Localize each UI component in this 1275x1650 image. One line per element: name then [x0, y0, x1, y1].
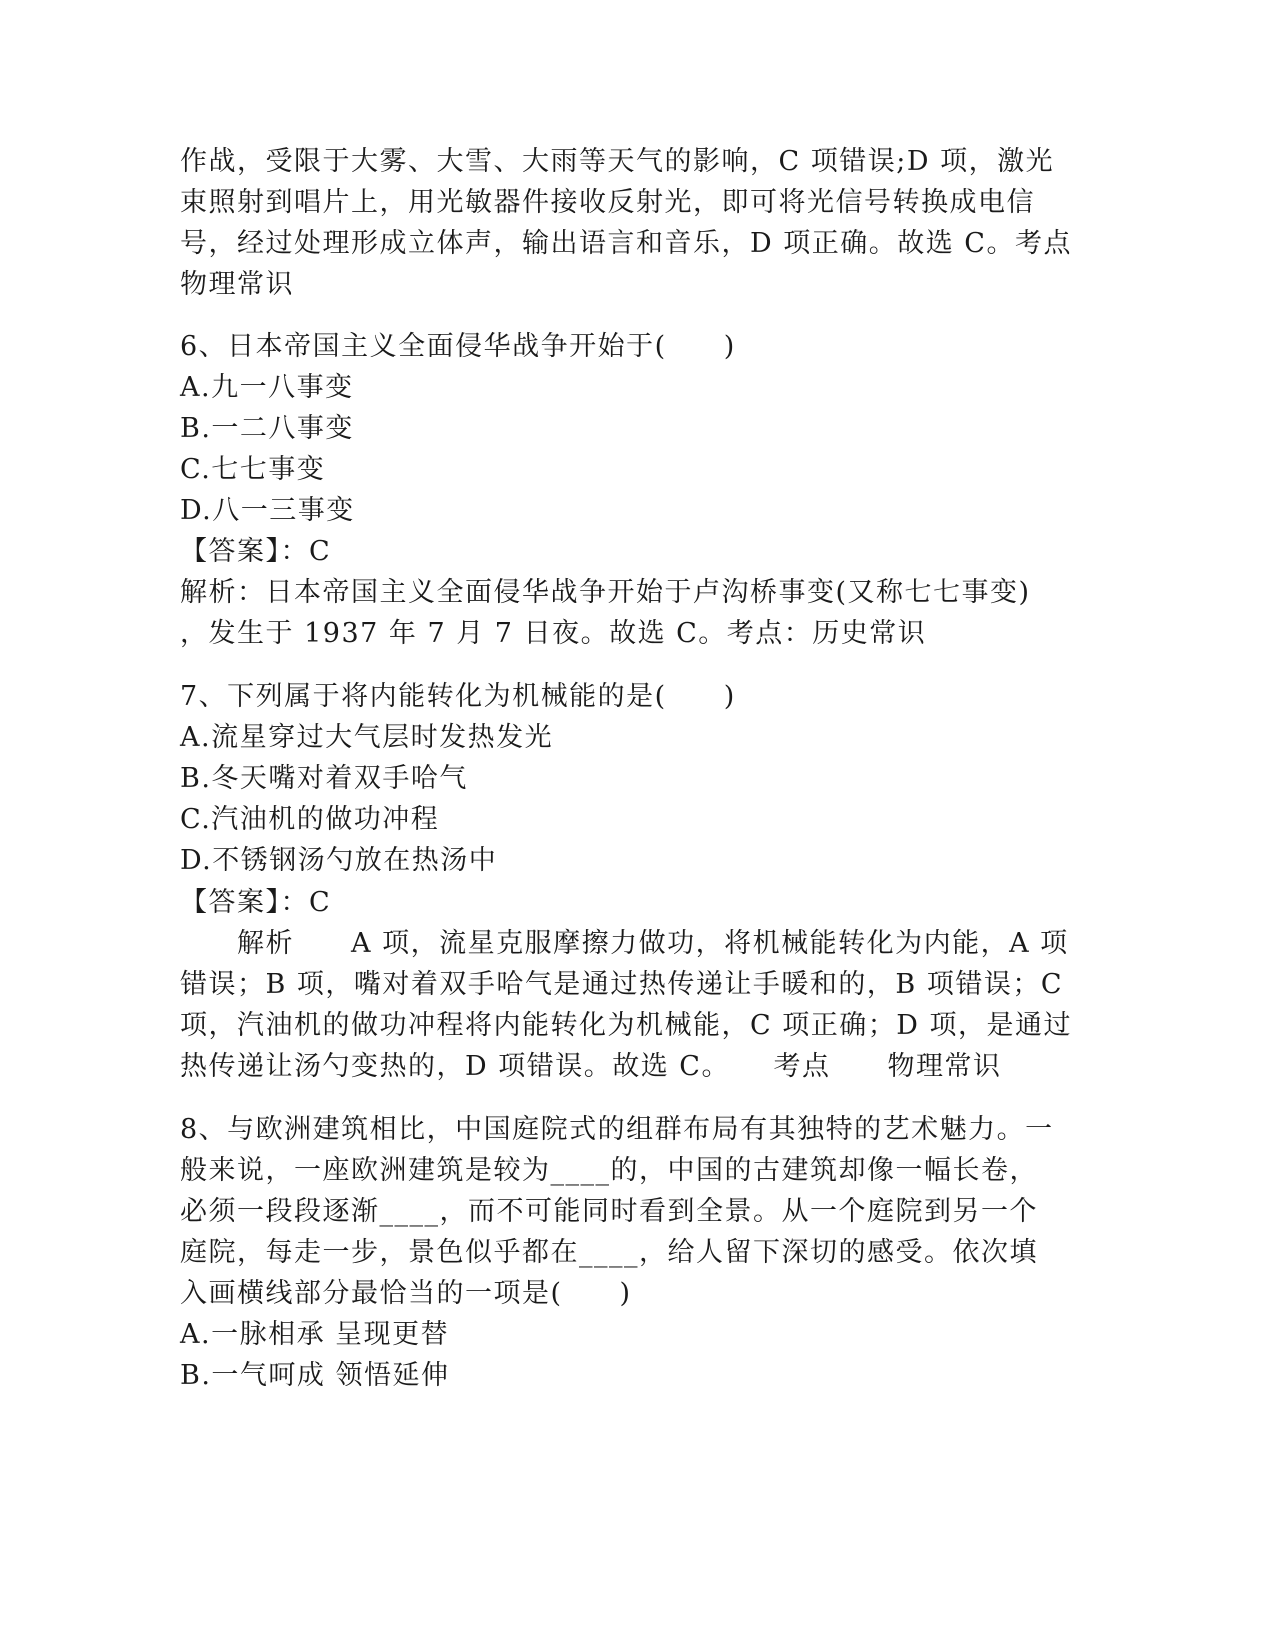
question-6-option-c: C.七七事变	[180, 454, 326, 485]
question-7-analysis-line: 项，汽油机的做功冲程将内能转化为机械能，C 项正确；D 项，是通过	[180, 1010, 1072, 1041]
question-6-answer: 【答案】：C	[180, 536, 332, 567]
question-6-analysis-line: ，发生于 1937 年 7 月 7 日夜。故选 C。考点：历史常识	[180, 618, 927, 649]
question-7-option-b: B.冬天嘴对着双手哈气	[180, 763, 468, 794]
question-7-option-a: A.流星穿过大气层时发热发光	[180, 722, 554, 753]
explanation-line: 束照射到唱片上，用光敏器件接收反射光，即可将光信号转换成电信	[180, 187, 1035, 218]
question-6-option-a: A.九一八事变	[180, 372, 354, 403]
explanation-line: 物理常识	[180, 269, 294, 300]
question-8-option-a: A.一脉相承 呈现更替	[180, 1319, 450, 1350]
explanation-line: 作战，受限于大雾、大雪、大雨等天气的影响，C 项错误;D 项，激光	[180, 146, 1055, 177]
question-6-option-b: B.一二八事变	[180, 413, 354, 444]
question-8-stem-line: 必须一段段逐渐____，而不可能同时看到全景。从一个庭院到另一个	[180, 1196, 1038, 1227]
question-7-analysis-line: 热传递让汤勺变热的，D 项错误。故选 C。 考点 物理常识	[180, 1051, 1002, 1082]
explanation-line: 号，经过处理形成立体声，输出语言和音乐，D 项正确。故选 C。考点	[180, 228, 1072, 259]
question-8-stem-line: 入画横线部分最恰当的一项是( )	[180, 1278, 632, 1309]
question-6-analysis-line: 解析：日本帝国主义全面侵华战争开始于卢沟桥事变(又称七七事变)	[180, 577, 1031, 608]
question-8-stem-line: 8、与欧洲建筑相比，中国庭院式的组群布局有其独特的艺术魅力。一	[180, 1114, 1054, 1145]
question-7-answer: 【答案】：C	[180, 887, 332, 918]
question-8-option-b: B.一气呵成 领悟延伸	[180, 1360, 450, 1391]
question-6-option-d: D.八一三事变	[180, 495, 355, 526]
question-6-stem: 6、日本帝国主义全面侵华战争开始于( )	[180, 331, 736, 362]
question-8-stem-line: 庭院，每走一步，景色似乎都在____，给人留下深切的感受。依次填	[180, 1237, 1038, 1268]
question-7-analysis-line: 解析 A 项，流星克服摩擦力做功，将机械能转化为内能，A 项	[180, 928, 1069, 959]
question-7-option-c: C.汽油机的做功冲程	[180, 804, 440, 835]
question-7-stem: 7、下列属于将内能转化为机械能的是( )	[180, 681, 736, 712]
question-7-option-d: D.不锈钢汤勺放在热汤中	[180, 845, 498, 876]
question-8-stem-line: 般来说，一座欧洲建筑是较为____的，中国的古建筑却像一幅长卷，	[180, 1155, 1038, 1186]
question-7-analysis-line: 错误；B 项，嘴对着双手哈气是通过热传递让手暖和的，B 项错误；C	[180, 969, 1064, 1000]
